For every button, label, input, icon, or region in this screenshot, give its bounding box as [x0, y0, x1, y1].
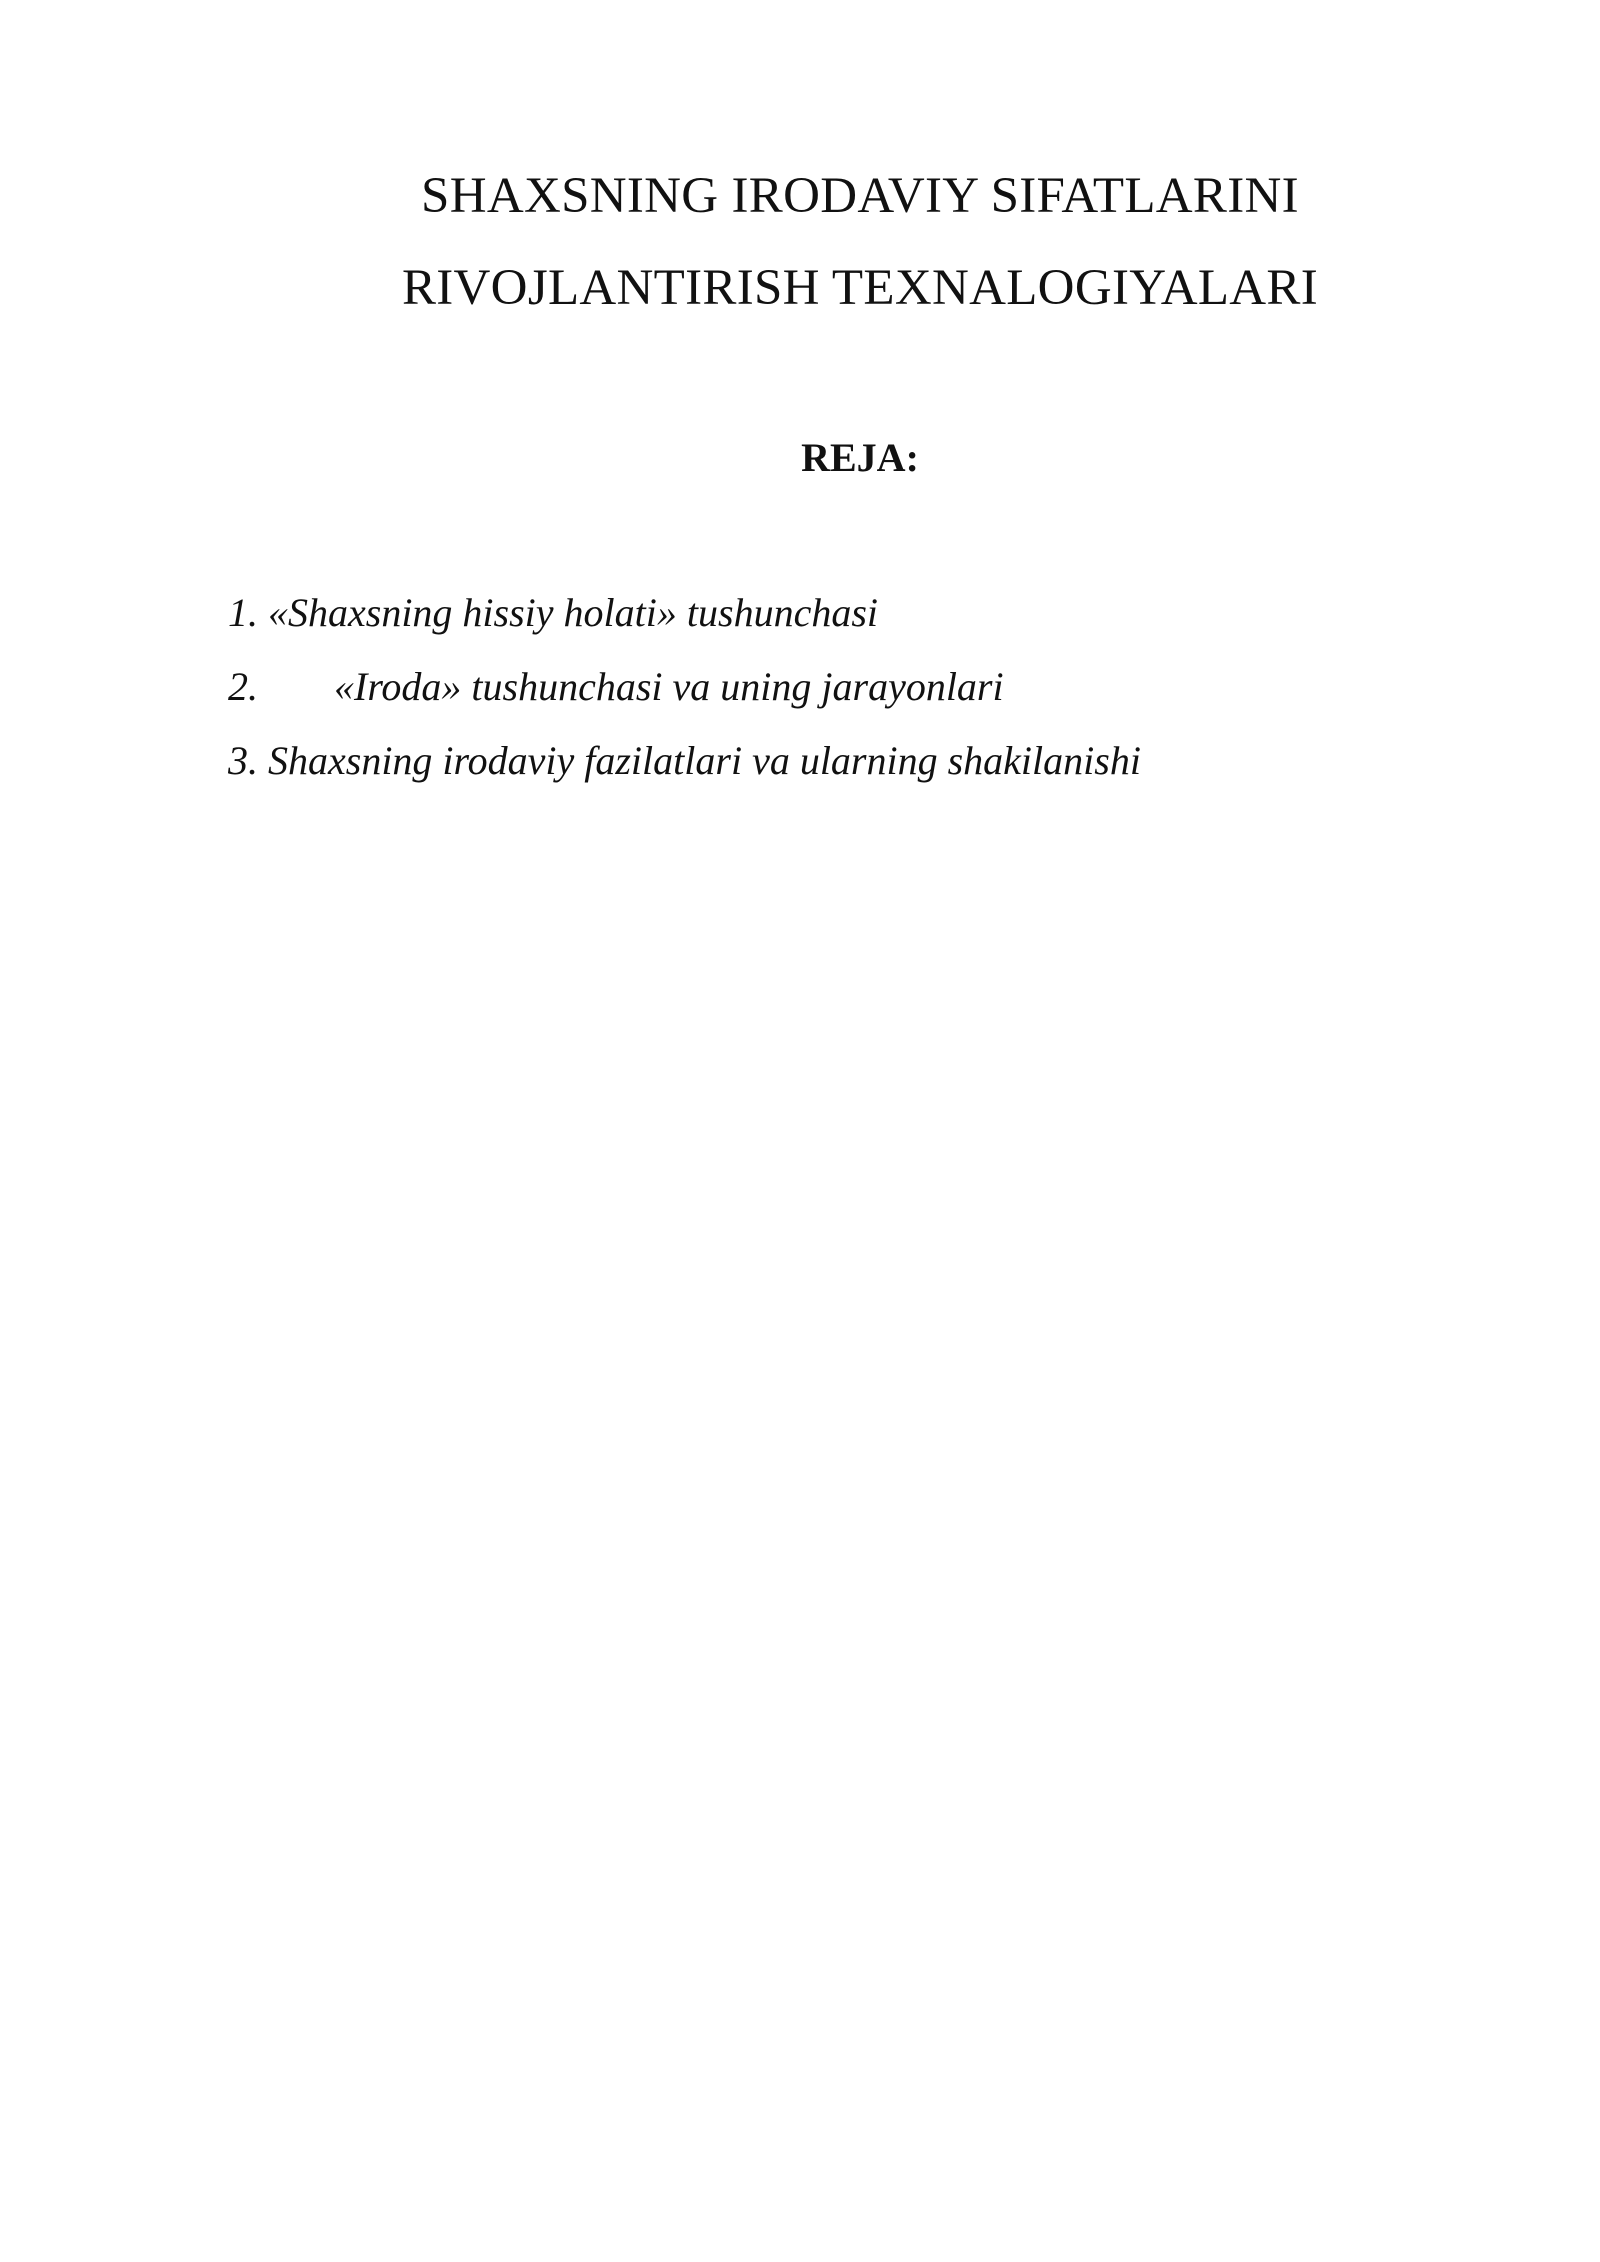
- document-title: [230, 150, 1490, 334]
- plan-item: [228, 576, 1428, 650]
- plan-item-number: 1.: [228, 590, 258, 635]
- plan-item-number: 2.: [228, 664, 258, 709]
- plan-item-text: «Shaxsning hissiy holati» tushunchasi: [268, 590, 878, 635]
- plan-heading: REJA:: [801, 435, 919, 480]
- plan-item-number: 3.: [228, 738, 258, 783]
- title-line: RIVOJLANTIRISH TEXNALOGIYALARI: [401, 260, 1319, 316]
- plan-item: [228, 724, 1428, 798]
- plan-item-text: «Iroda» tushunchasi va uning jarayonlari: [334, 664, 1004, 709]
- plan-list: [228, 576, 1428, 798]
- plan-item-text: Shaxsning irodaviy fazilatlari va ularning shakilanishi: [268, 738, 1141, 783]
- plan-item: [228, 650, 1428, 724]
- title-line: SHAXSNING IRODAVIY SIFATLARINI: [421, 168, 1299, 224]
